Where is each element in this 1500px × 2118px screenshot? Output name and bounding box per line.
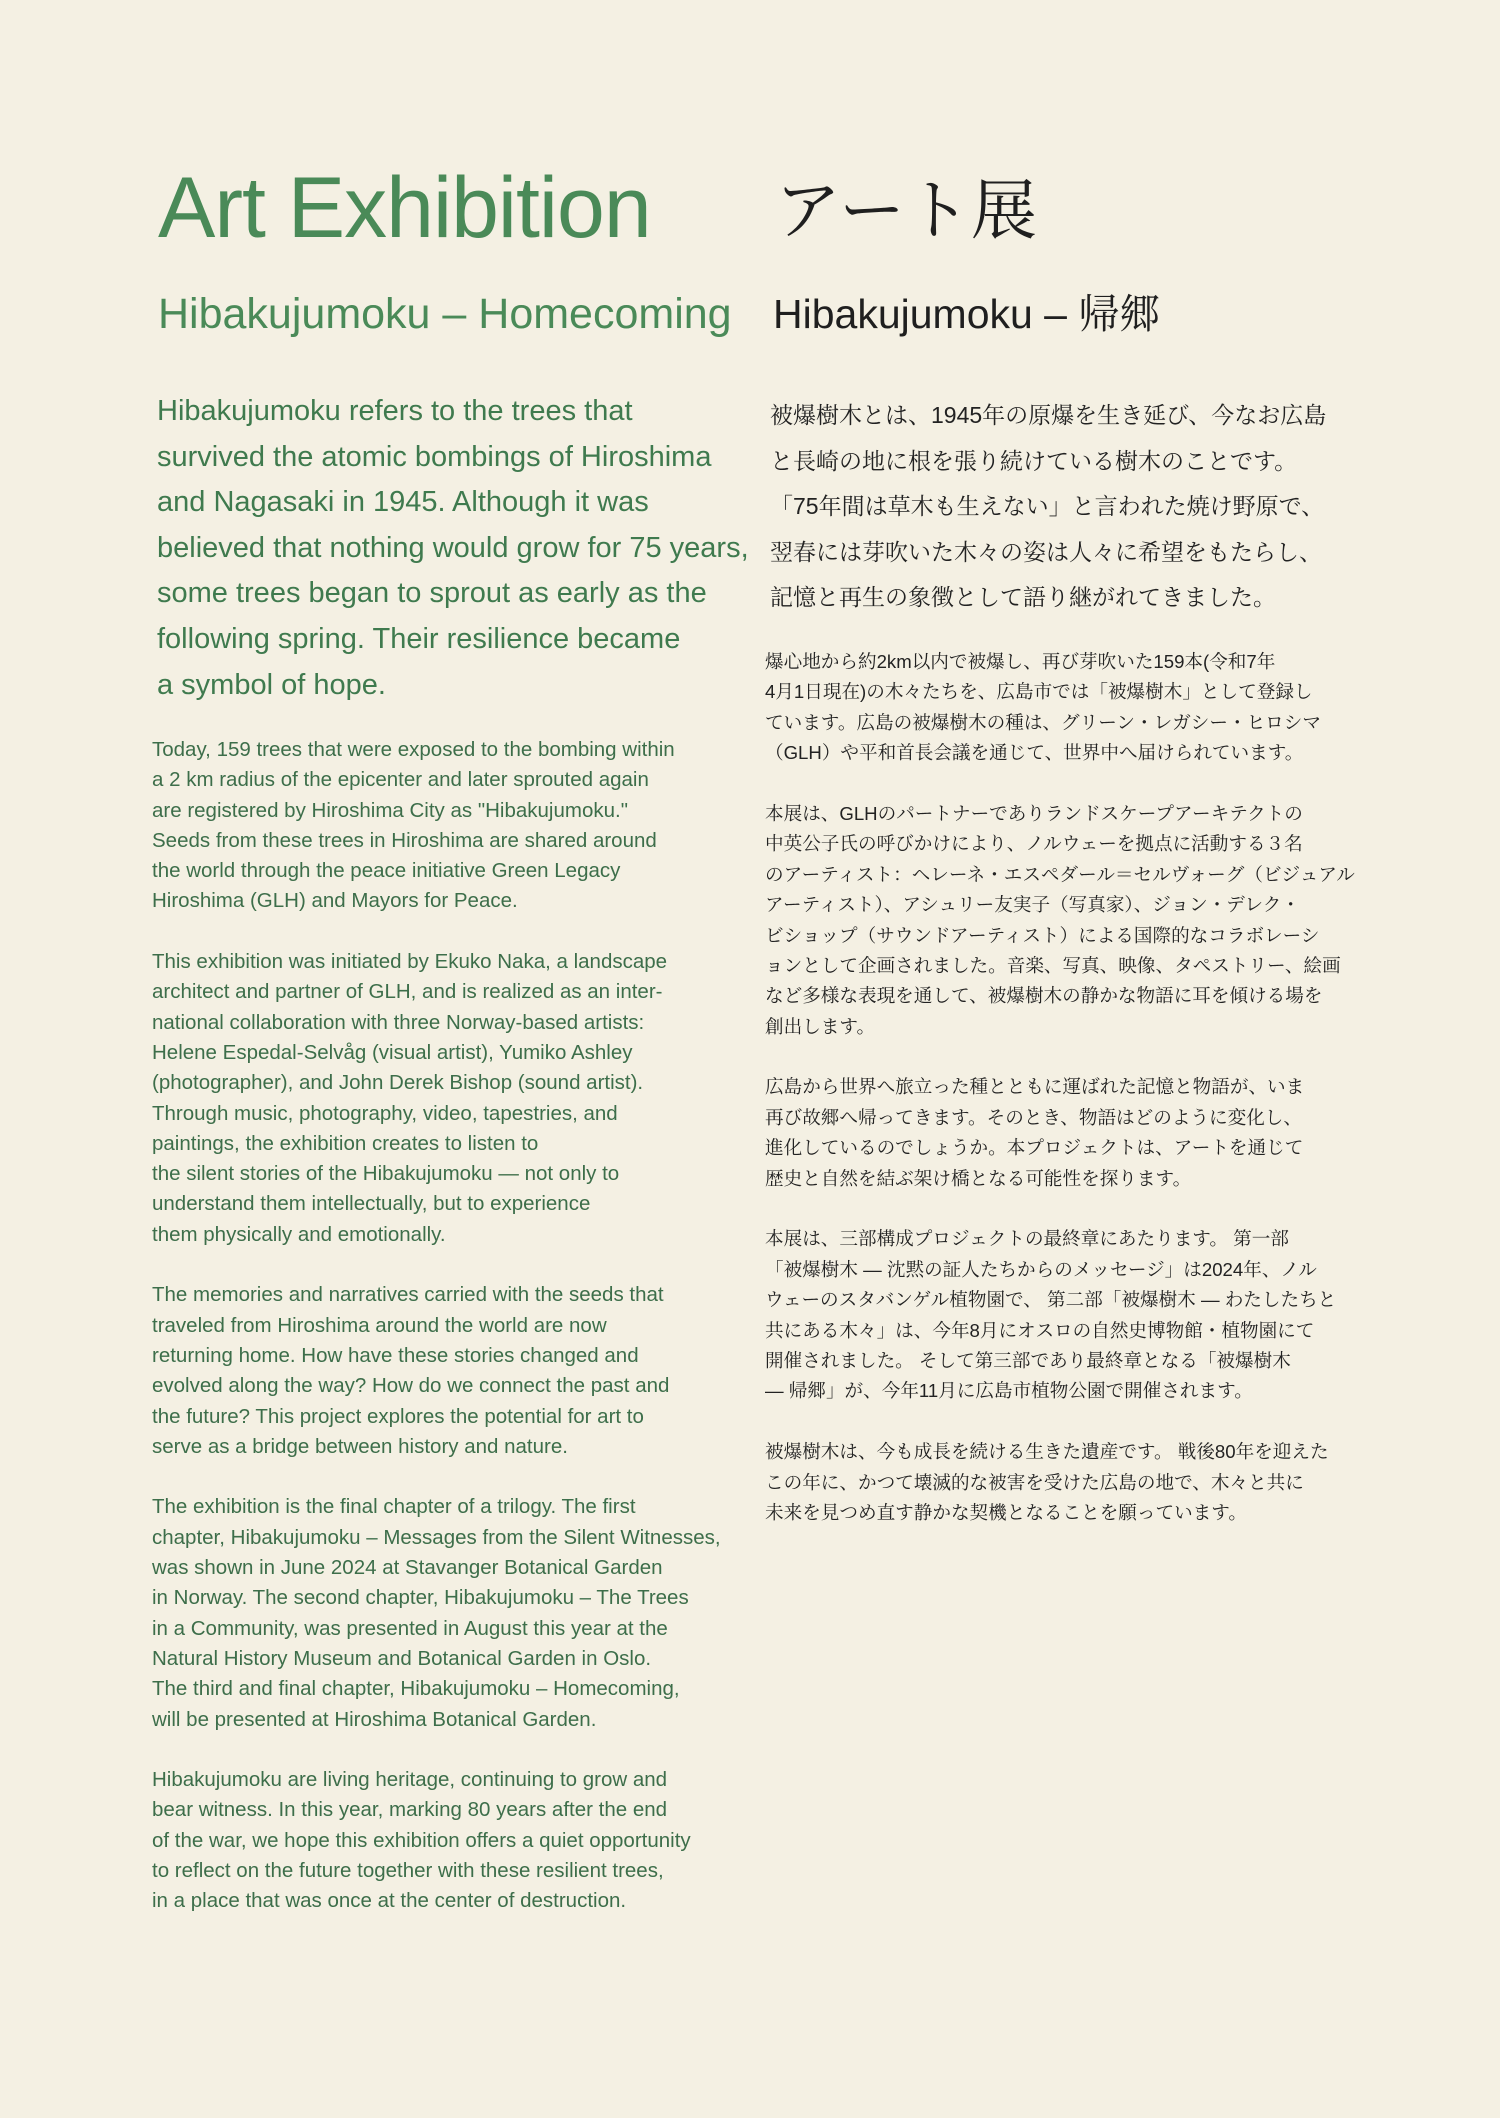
text-line: 被爆樹木とは、1945年の原爆を生き延び、今なお広島 bbox=[770, 402, 1327, 428]
text-line: 進化しているのでしょうか。本プロジェクトは、アートを通じて bbox=[765, 1137, 1304, 1159]
text-line: 本展は、GLHのパートナーでありランドスケープアーキテクトの bbox=[765, 802, 1303, 824]
text-line: The third and final chapter, Hibakujumoku – Homecoming, bbox=[152, 1677, 680, 1701]
paragraph bbox=[152, 1492, 721, 1734]
text-line: ウェーのスタバンゲル植物園で、 第二部「被爆樹木 ― わたしたちと bbox=[765, 1289, 1337, 1311]
text-line: The memories and narratives carried with the seeds that bbox=[152, 1283, 664, 1307]
text-line: in a Community, was presented in August this year at the bbox=[152, 1616, 668, 1640]
text-line: Today, 159 trees that were exposed to the bombing within bbox=[152, 738, 675, 761]
text-line: chapter, Hibakujumoku – Messages from the Silent Witnesses, bbox=[152, 1525, 721, 1549]
paragraph-gap bbox=[152, 1462, 721, 1492]
text-line: 再び故郷へ帰ってきます。そのとき、物語はどのように変化し、 bbox=[765, 1106, 1302, 1128]
text-line: 創出します。 bbox=[765, 1015, 876, 1037]
text-line: 被爆樹木は、今も成長を続ける生きた遺産です。 戦後80年を迎えた bbox=[765, 1441, 1329, 1463]
text-line: 開催されました。 そして第三部であり最終章となる「被爆樹木 bbox=[765, 1350, 1291, 1372]
text-line: ビショップ（サウンドアーティスト）による国際的なコラボレーシ bbox=[765, 924, 1320, 946]
paragraph bbox=[765, 1224, 1355, 1406]
text-line: Helene Espedal-Selvåg (visual artist), Yumiko Ashley bbox=[152, 1040, 633, 1064]
text-line: Hibakujumoku refers to the trees that bbox=[157, 395, 633, 427]
text-line: believed that nothing would grow for 75 years, bbox=[157, 531, 749, 564]
text-line: 「75年間は草木も生えない」と言われた焼け野原で、 bbox=[770, 493, 1325, 520]
paragraph-gap bbox=[152, 1250, 721, 1280]
paragraph-gap bbox=[765, 1042, 1355, 1072]
paragraph bbox=[152, 1280, 721, 1462]
text-line: bear witness. In this year, marking 80 years after the end bbox=[152, 1798, 668, 1822]
text-line: 「被爆樹木 ― 沈黙の証人たちからのメッセージ」は2024年、ノル bbox=[765, 1258, 1317, 1280]
text-line: Seeds from these trees in Hiroshima are shared around bbox=[152, 828, 657, 852]
paragraph-gap bbox=[152, 1735, 721, 1765]
paragraph bbox=[765, 647, 1355, 769]
text-line: are registered by Hiroshima City as "Hibakujumoku." bbox=[152, 798, 628, 822]
text-line: など多様な表現を通して、被爆樹木の静かな物語に耳を傾ける場を bbox=[765, 985, 1323, 1007]
text-line: Natural History Museum and Botanical Garden in Oslo. bbox=[152, 1646, 652, 1670]
text-line: them physically and emotionally. bbox=[152, 1222, 446, 1246]
text-line: will be presented at Hiroshima Botanical Garden. bbox=[152, 1707, 597, 1731]
text-line: 記憶と再生の象徴として語り継がれてきました。 bbox=[770, 584, 1276, 611]
text-line: a 2 km radius of the epicenter and later sprouted again bbox=[152, 768, 649, 792]
subtitle-english: Hibakujumoku – Homecoming bbox=[158, 290, 732, 338]
text-line: のアーティスト：ヘレーネ・エスペダール＝セルヴォーグ（ビジュアル bbox=[765, 863, 1355, 885]
text-line: of the war, we hope this exhibition offers a quiet opportunity bbox=[152, 1828, 691, 1852]
text-line: 歴史と自然を結ぶ架け橋となる可能性を探ります。 bbox=[765, 1167, 1192, 1189]
title-japanese: アート展 bbox=[775, 173, 1038, 247]
title-english: Art Exhibition bbox=[158, 160, 651, 256]
text-line: アーティスト）、アシュリー友実子（写真家）、ジョン・デレク・ bbox=[765, 894, 1300, 916]
text-line: 未来を見つめ直す静かな契機となることを願っています。 bbox=[765, 1501, 1247, 1523]
text-line: 爆心地から約2km以内で被爆し、再び芽吹いた159本(令和7年 bbox=[765, 651, 1276, 672]
text-line: serve as a bridge between history and nature. bbox=[152, 1434, 568, 1458]
text-line: (photographer), and John Derek Bishop (sound artist). bbox=[152, 1071, 644, 1095]
text-line: 本展は、三部構成プロジェクトの最終章にあたります。 第一部 bbox=[765, 1228, 1289, 1250]
lead-english bbox=[157, 389, 749, 708]
text-line: This exhibition was initiated by Ekuko Naka, a landscape bbox=[152, 950, 668, 974]
text-line: traveled from Hiroshima around the world are now bbox=[152, 1313, 607, 1337]
paragraph-gap bbox=[765, 1194, 1355, 1224]
text-line: survived the atomic bombings of Hiroshima bbox=[157, 440, 712, 473]
text-line: in Norway. The second chapter, Hibakujumoku – The Trees bbox=[152, 1586, 689, 1610]
text-line: ョンとして企画されました。音楽、写真、映像、タペストリー、絵画 bbox=[765, 954, 1341, 976]
text-line: the silent stories of the Hibakujumoku — not only to bbox=[152, 1162, 620, 1186]
text-line: この年に、かつて壊滅的な被害を受けた広島の地で、木々と共に bbox=[765, 1471, 1304, 1493]
text-line: （GLH）や平和首長会議を通じて、世界中へ届けられています。 bbox=[765, 742, 1304, 764]
paragraph-gap bbox=[765, 769, 1355, 799]
text-line: と長崎の地に根を張り続けている樹木のことです。 bbox=[770, 447, 1298, 474]
paragraph bbox=[152, 947, 721, 1250]
text-line: 4月1日現在)の木々たちを、広島市では「被爆樹木」として登録し bbox=[765, 681, 1313, 703]
text-line: was shown in June 2024 at Stavanger Botanical Garden bbox=[152, 1556, 663, 1580]
text-line: Through music, photography, video, tapestries, and bbox=[152, 1101, 618, 1125]
text-line: a symbol of hope. bbox=[157, 668, 386, 701]
text-line: following spring. Their resilience became bbox=[157, 622, 681, 655]
text-line: returning home. How have these stories changed and bbox=[152, 1343, 639, 1367]
text-line: evolved along the way? How do we connect the past and bbox=[152, 1374, 670, 1398]
text-line: understand them intellectually, but to experience bbox=[152, 1192, 591, 1216]
text-line: 共にある木々」は、今年8月にオスロの自然史博物館・植物園にて bbox=[765, 1319, 1315, 1341]
lead-japanese bbox=[770, 393, 1326, 621]
text-line: the future? This project explores the potential for art to bbox=[152, 1404, 644, 1428]
text-line: national collaboration with three Norway-based artists: bbox=[152, 1010, 645, 1034]
text-line: and Nagasaki in 1945. Although it was bbox=[157, 486, 649, 519]
paragraph bbox=[152, 1765, 721, 1916]
text-line: Hiroshima (GLH) and Mayors for Peace. bbox=[152, 889, 518, 913]
text-line: some trees began to sprout as early as the bbox=[157, 577, 707, 610]
text-line: paintings, the exhibition creates to listen to bbox=[152, 1131, 539, 1155]
text-line: 中英公子氏の呼びかけにより、ノルウェーを拠点に活動する３名 bbox=[765, 833, 1303, 855]
paragraph bbox=[765, 799, 1355, 1042]
paragraph bbox=[765, 1437, 1355, 1528]
text-line: ています。広島の被爆樹木の種は、グリーン・レガシー・ヒロシマ bbox=[765, 711, 1321, 733]
text-line: the world through the peace initiative Green Legacy bbox=[152, 859, 621, 883]
paragraph-gap bbox=[152, 917, 721, 947]
paragraph-gap bbox=[765, 1407, 1355, 1437]
body-japanese bbox=[765, 647, 1355, 1528]
paragraph bbox=[765, 1072, 1355, 1194]
body-english bbox=[152, 735, 721, 1917]
text-line: to reflect on the future together with these resilient trees, bbox=[152, 1858, 664, 1882]
text-line: The exhibition is the final chapter of a trilogy. The first bbox=[152, 1495, 636, 1519]
text-line: ― 帰郷」が、今年11月に広島市植物公園で開催されます。 bbox=[765, 1380, 1253, 1402]
subtitle-japanese: Hibakujumoku – 帰郷 bbox=[773, 291, 1161, 337]
paragraph bbox=[152, 735, 721, 917]
text-line: architect and partner of GLH, and is realized as an inter- bbox=[152, 980, 663, 1004]
text-line: 広島から世界へ旅立った種とともに運ばれた記憶と物語が、いま bbox=[765, 1076, 1305, 1098]
text-line: 翌春には芽吹いた木々の姿は人々に希望をもたらし、 bbox=[770, 538, 1322, 565]
text-line: Hibakujumoku are living heritage, continuing to grow and bbox=[152, 1768, 668, 1792]
text-line: in a place that was once at the center of destruction. bbox=[152, 1889, 627, 1913]
